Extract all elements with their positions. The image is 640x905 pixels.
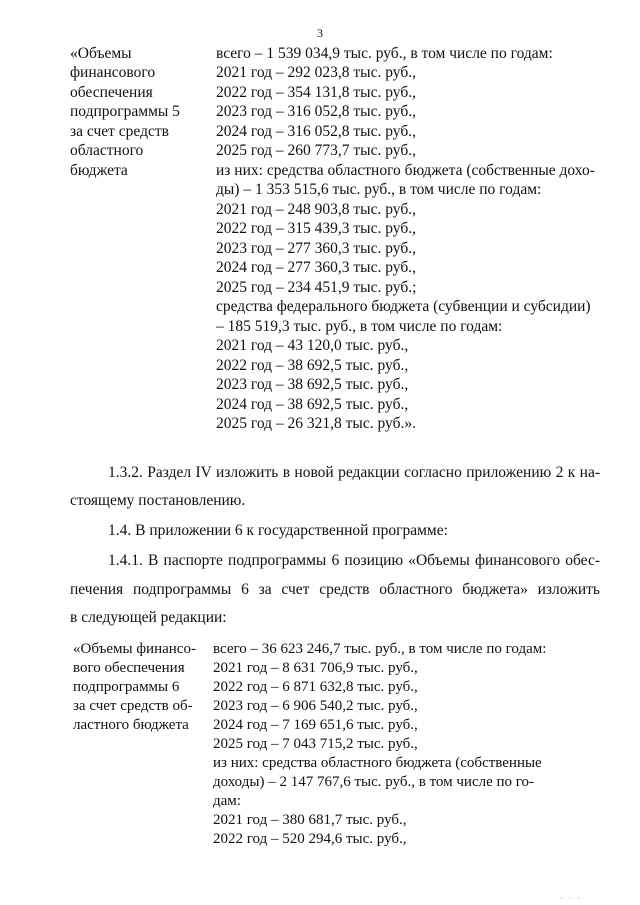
block1-right-line: 2024 год – 277 360,3 тыс. руб.,	[216, 259, 416, 276]
block2-right-line: 2023 год – 6 906 540,2 тыс. руб.,	[213, 698, 418, 714]
block2-right-line: 2021 год – 380 681,7 тыс. руб.,	[213, 812, 407, 828]
block1-left-line: областного	[70, 142, 144, 159]
block1-right-line: 2023 год – 316 052,8 тыс. руб.,	[216, 103, 416, 120]
block1-right-line: 2021 год – 292 023,8 тыс. руб.,	[216, 64, 416, 81]
block1-right-line: 2023 год – 277 360,3 тыс. руб.,	[216, 240, 416, 257]
block1-right-line: 2022 год – 354 131,8 тыс. руб.,	[216, 84, 416, 101]
block1-right-line: из них: средства областного бюджета (собственные дохо-	[216, 162, 595, 179]
paragraph-1-4-1-line2: печения подпрограммы 6 за счет средств областного бюджета» изложить	[70, 581, 600, 598]
block1-left-line: за счет средств	[70, 123, 169, 140]
block1-right-line: 2024 год – 316 052,8 тыс. руб.,	[216, 123, 416, 140]
block1-right-line: 2025 год – 234 451,9 тыс. руб.;	[216, 279, 417, 296]
block1-right-line: 2025 год – 26 321,8 тыс. руб.».	[216, 415, 416, 432]
block1-right-line: 2022 год – 38 692,5 тыс. руб.,	[216, 357, 409, 374]
block2-right-line: 2024 год – 7 169 651,6 тыс. руб.,	[213, 717, 418, 733]
block2-right-line: из них: средства областного бюджета (собственные	[213, 755, 542, 771]
block1-right-line: – 185 519,3 тыс. руб., в том числе по годам:	[216, 318, 503, 335]
block1-right-line: 2025 год – 260 773,7 тыс. руб.,	[216, 142, 416, 159]
scan-artifact: · · ·	[560, 894, 582, 903]
page-number: 3	[317, 26, 323, 40]
block1-left-line: бюджета	[70, 162, 128, 179]
block1-right-line: 2022 год – 315 439,3 тыс. руб.,	[216, 220, 416, 237]
paragraph-1-4: 1.4. В приложении 6 к государственной программе:	[108, 522, 448, 539]
paragraph-1-3-2-line1: 1.3.2. Раздел IV изложить в новой редакции согласно приложению 2 к на-	[108, 464, 600, 481]
block1-right-line: средства федерального бюджета (субвенции и субсидии)	[216, 298, 591, 315]
paragraph-1-3-2-line2: стоящему постановлению.	[70, 492, 246, 509]
block2-left-line: подпрограммы 6	[73, 679, 180, 695]
block1-left-line: финансового	[70, 64, 156, 81]
block1-right-line: 2024 год – 38 692,5 тыс. руб.,	[216, 396, 409, 413]
block1-right-line: 2021 год – 43 120,0 тыс. руб.,	[216, 337, 409, 354]
block1-left-line: обеспечения	[70, 84, 153, 101]
paragraph-1-4-1-line3: в следующей редакции:	[70, 609, 227, 626]
block1-right-line: ды) – 1 353 515,6 тыс. руб., в том числе по годам:	[216, 181, 542, 198]
block2-right-line: доходы) – 2 147 767,6 тыс. руб., в том числе по го-	[213, 774, 535, 790]
block2-right-line: 2022 год – 520 294,6 тыс. руб.,	[213, 831, 407, 847]
block2-left-line: за счет средств об-	[73, 698, 193, 714]
block2-right-line: 2025 год – 7 043 715,2 тыс. руб.,	[213, 736, 418, 752]
block1-left-line: «Объемы	[70, 45, 132, 62]
block2-right-line: 2022 год – 6 871 632,8 тыс. руб.,	[213, 679, 418, 695]
block1-right-line: 2023 год – 38 692,5 тыс. руб.,	[216, 376, 409, 393]
block1-right-line: 2021 год – 248 903,8 тыс. руб.,	[216, 201, 416, 218]
block2-right-line: всего – 36 623 246,7 тыс. руб., в том числе по годам:	[213, 641, 547, 657]
block1-left-line: подпрограммы 5	[70, 103, 180, 120]
block2-left-line: «Объемы финансо-	[73, 641, 196, 657]
block2-left-line: ластного бюджета	[73, 717, 189, 733]
block1-right-line: всего – 1 539 034,9 тыс. руб., в том числе по годам:	[216, 45, 553, 62]
paragraph-1-4-1-line1: 1.4.1. В паспорте подпрограммы 6 позицию «Объемы финансового обес-	[108, 552, 600, 569]
block2-right-line: дам:	[213, 793, 241, 809]
block2-left-line: вого обеспечения	[73, 660, 185, 676]
block2-right-line: 2021 год – 8 631 706,9 тыс. руб.,	[213, 660, 418, 676]
